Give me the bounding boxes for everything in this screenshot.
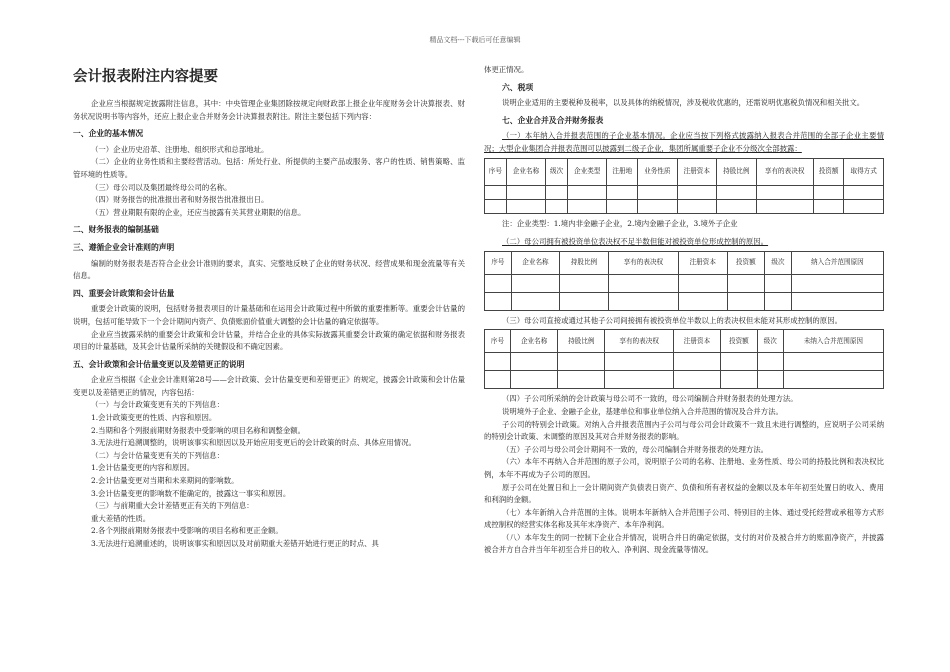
s1-item: （三）母公司以及集团最终母公司的名称。	[91, 182, 232, 192]
table-header-cell: 投资额	[813, 158, 844, 185]
s1-item: （四）财务报告的批准报出者和财务报告批准报出日。	[91, 195, 269, 205]
s7-paragraph-1: （一）本年纳入合并报表范围的子企业基本情况。企业应当按下列格式披露纳入报表合并范围的全部子企业主要情况；大型企业集团合并报表范围可以披露到二级子企业，集团所属重要子企业不分级次全部披露：	[484, 131, 884, 153]
section-heading-5: 五、会计政策和会计估量变更以及差错更正的说明	[73, 359, 245, 369]
table-row	[485, 274, 884, 292]
table-header-cell: 注册资本	[677, 158, 716, 185]
table-header-cell: 持股比例	[560, 251, 609, 274]
s7-item: 子公司的特别会计政策。对纳入合并报表范围内子公司与母公司会计政策不一致且未进行调整的，应说明子公司采纳的特别会计政策、未调整的原因及其对合并财务报表的影响。	[484, 419, 884, 442]
table-header-cell: 享有的表决权	[605, 330, 673, 353]
table-note: 注：企业类型：1.境内非金融子企业，2.境内金融子企业，3.境外子企业	[502, 218, 738, 228]
s7-item: 说明境外子企业、金融子企业，基建单位和事业单位纳入合并范围的情况及合并方法。	[502, 406, 783, 416]
table-row	[485, 371, 884, 389]
s5-item: 3.无法进行追溯重述的，说明该事实和原因以及对前期重大差错开始进行更正的时点、具	[91, 539, 379, 548]
s7-item: 原子公司在处置日和上一会计期间资产负债表日资产、负债和所有者权益的金额以及本年年初至处置日的收入、费用和利润的金额。	[484, 482, 884, 505]
right-column	[484, 64, 884, 557]
s5-item: （三）与前期重大会计差错更正有关的下列信息：	[91, 501, 254, 511]
s7-item: （六）本年不再纳入合并范围的原子公司，说明原子公司的名称、注册地、业务性质、母公司的持股比例和表决权比例，本年不再成为子公司的原因。	[484, 457, 884, 479]
s5-item: 2.会计估量变更对当期和未来期间的影响数。	[91, 476, 239, 486]
table-header-cell: 持股比例	[558, 330, 605, 353]
s5-item: 3.无法进行追溯调整的，说明该事实和原因以及开始应用变更后的会计政策的时点、具体应用情况。	[91, 438, 416, 448]
table-header-cell: 注册资本	[673, 330, 720, 353]
table-row	[485, 353, 884, 371]
non-control-table	[484, 329, 884, 389]
table-header-cell: 享有的表决权	[756, 158, 813, 185]
table-header-cell: 企业名称	[511, 330, 558, 353]
table-header-cell: 持股比例	[717, 158, 756, 185]
table-header-cell: 注册资本	[679, 251, 728, 274]
s5-item: （二）与会计估量变更有关的下列信息：	[91, 450, 225, 460]
s5-item: 3.会计估量变更的影响数不能确定的，披露这一事实和原因。	[91, 488, 291, 498]
table-header-cell: 未纳入合并范围原因	[783, 330, 883, 353]
table-header-cell: 投资额	[727, 251, 765, 274]
table-header-cell: 企业名称	[506, 158, 545, 185]
s7-item: （八）本年发生的同一控制下企业合并情况，说明合并日的确定依据，支付的对价及被合并方的账面净资产，并披露被合并方自合并当年年初至合并日的收入、净利润、现金流量等情况。	[484, 532, 884, 555]
s5-item: 1.会计政策变更的性质、内容和原因。	[91, 413, 217, 423]
s5-item: 2.当期和各个列报前期财务报表中受影响的项目名称和调整金额。	[91, 425, 305, 435]
s3-paragraph: 编制的财务报表是否符合企业会计准则的要求，真实、完整地反映了企业的财务状况、经营成果和现金流量等有关信息。	[73, 258, 465, 281]
s7-paragraph-4: （四）子公司所采纳的会计政策与母公司不一致的，母公司编制合并财务报表的处理方法。	[502, 394, 798, 404]
continued-text: 体更正情况。	[484, 65, 529, 74]
table-header-cell: 级次	[546, 158, 568, 185]
s5-intro: 企业应当根据《企业会计准则第28号——会计政策、会计估量变更和差错更正》的规定，披露会计政策和会计估量变更以及差错更正的情况，内容包括：	[73, 375, 465, 397]
page-header: 精品文档---下载后可任意编辑	[429, 36, 521, 44]
s5-item: （一）与会计政策变更有关的下列信息：	[91, 400, 225, 410]
s5-item: 1.会计估量变更的内容和原因。	[91, 463, 195, 473]
s1-item: （五）营业期限有限的企业，还应当披露有关其营业期限的信息。	[91, 207, 306, 217]
document-title: 会计报表附注内容提要	[73, 69, 218, 85]
table-header-cell: 序号	[485, 251, 512, 274]
s7-paragraph-2: （二）母公司拥有被投资单位表决权不足半数但能对被投资单位形成控制的原因。	[502, 237, 769, 247]
s4-paragraph: 重要会计政策的说明，包括财务报表项目的计量基础和在运用会计政策过程中所做的重要推断等。重要会计估量的说明，包括可能导致下一个会计期间内资产、负债账面价值重大调整的会计估量的确定依据等。	[73, 304, 465, 326]
section-heading-3: 三、遵循企业会计准则的声明	[73, 242, 175, 252]
s1-item: （一）企业历史沿革、注册地、组织形式和总部地址。	[91, 144, 269, 154]
table-header-cell: 享有的表决权	[608, 251, 678, 274]
s7-item: （五）子公司与母公司会计期间不一致的，母公司编制合并财务报表的处理方法。	[502, 444, 769, 454]
table-header-cell: 注册地	[607, 158, 638, 185]
table-header-cell: 级次	[757, 330, 783, 353]
section-heading-2: 二、财务报表的编制基础	[73, 225, 159, 235]
s1-item: （二）企业的业务性质和主要经营活动。包括：所处行业、所提供的主要产品或服务、客户的性质、销售策略、监管环境的性质等。	[73, 157, 465, 179]
table-row	[485, 292, 884, 310]
section-heading-4: 四、重要会计政策和会计估量	[73, 288, 175, 298]
s5-item: 2.各个列报前期财务报表中受影响的项目名称和更正金额。	[91, 526, 283, 536]
table-header-cell: 序号	[485, 158, 507, 185]
s7-item: （七）本年新纳入合并范围的主体。说明本年新纳入合并范围子公司、特别目的主体、通过受托经营或承租等方式形成控制权的经营实体名称及其年末净资产、本年净利润。	[484, 507, 884, 530]
table-header-cell: 序号	[485, 330, 511, 353]
table-header-cell: 业务性质	[638, 158, 677, 185]
table-header-cell: 纳入合并范围原因	[791, 251, 883, 274]
intro-paragraph: 企业应当根据规定披露附注信息，其中：中央管理企业集团除按规定向财政部上报企业年度财务会计决算报表、财务状况说明书等内容外，还应上报企业合并财务会计决算报表附注。附注主要包括下列内容：	[73, 99, 465, 121]
s4-paragraph: 企业应当披露采纳的重要会计政策和会计估量，并结合企业的具体实际披露其重要会计政策的确定依据和财务报表项目的计量基础，及其会计估量所采纳的关键假设和不确定因素。	[73, 329, 465, 352]
table-header-cell: 取得方式	[844, 158, 884, 185]
table-header-cell: 企业类型	[567, 158, 606, 185]
table-header-cell: 投资额	[721, 330, 758, 353]
section-heading-1: 一、企业的基本情况	[73, 129, 144, 139]
table-row	[485, 199, 884, 213]
left-column	[73, 62, 465, 551]
section-heading-7: 七、企业合并及合并财务报表	[502, 115, 604, 125]
table-header-cell: 级次	[765, 251, 792, 274]
subsidiary-table	[484, 158, 884, 214]
section-heading-6: 六、税项	[502, 82, 534, 92]
s5-item: 重大差错的性质。	[91, 513, 151, 523]
table-row	[485, 185, 884, 199]
s6-paragraph: 说明企业适用的主要税种及税率，以及具体的纳税情况，涉及税收优惠的，还需说明优惠税负情况和相关批文。	[502, 98, 865, 108]
table-header-cell: 企业名称	[511, 251, 560, 274]
s7-paragraph-3: （三）母公司直接或通过其他子公司间接拥有被投资单位半数以上的表决权但未能对其形成控制的原因。	[502, 315, 842, 325]
control-table	[484, 251, 884, 311]
